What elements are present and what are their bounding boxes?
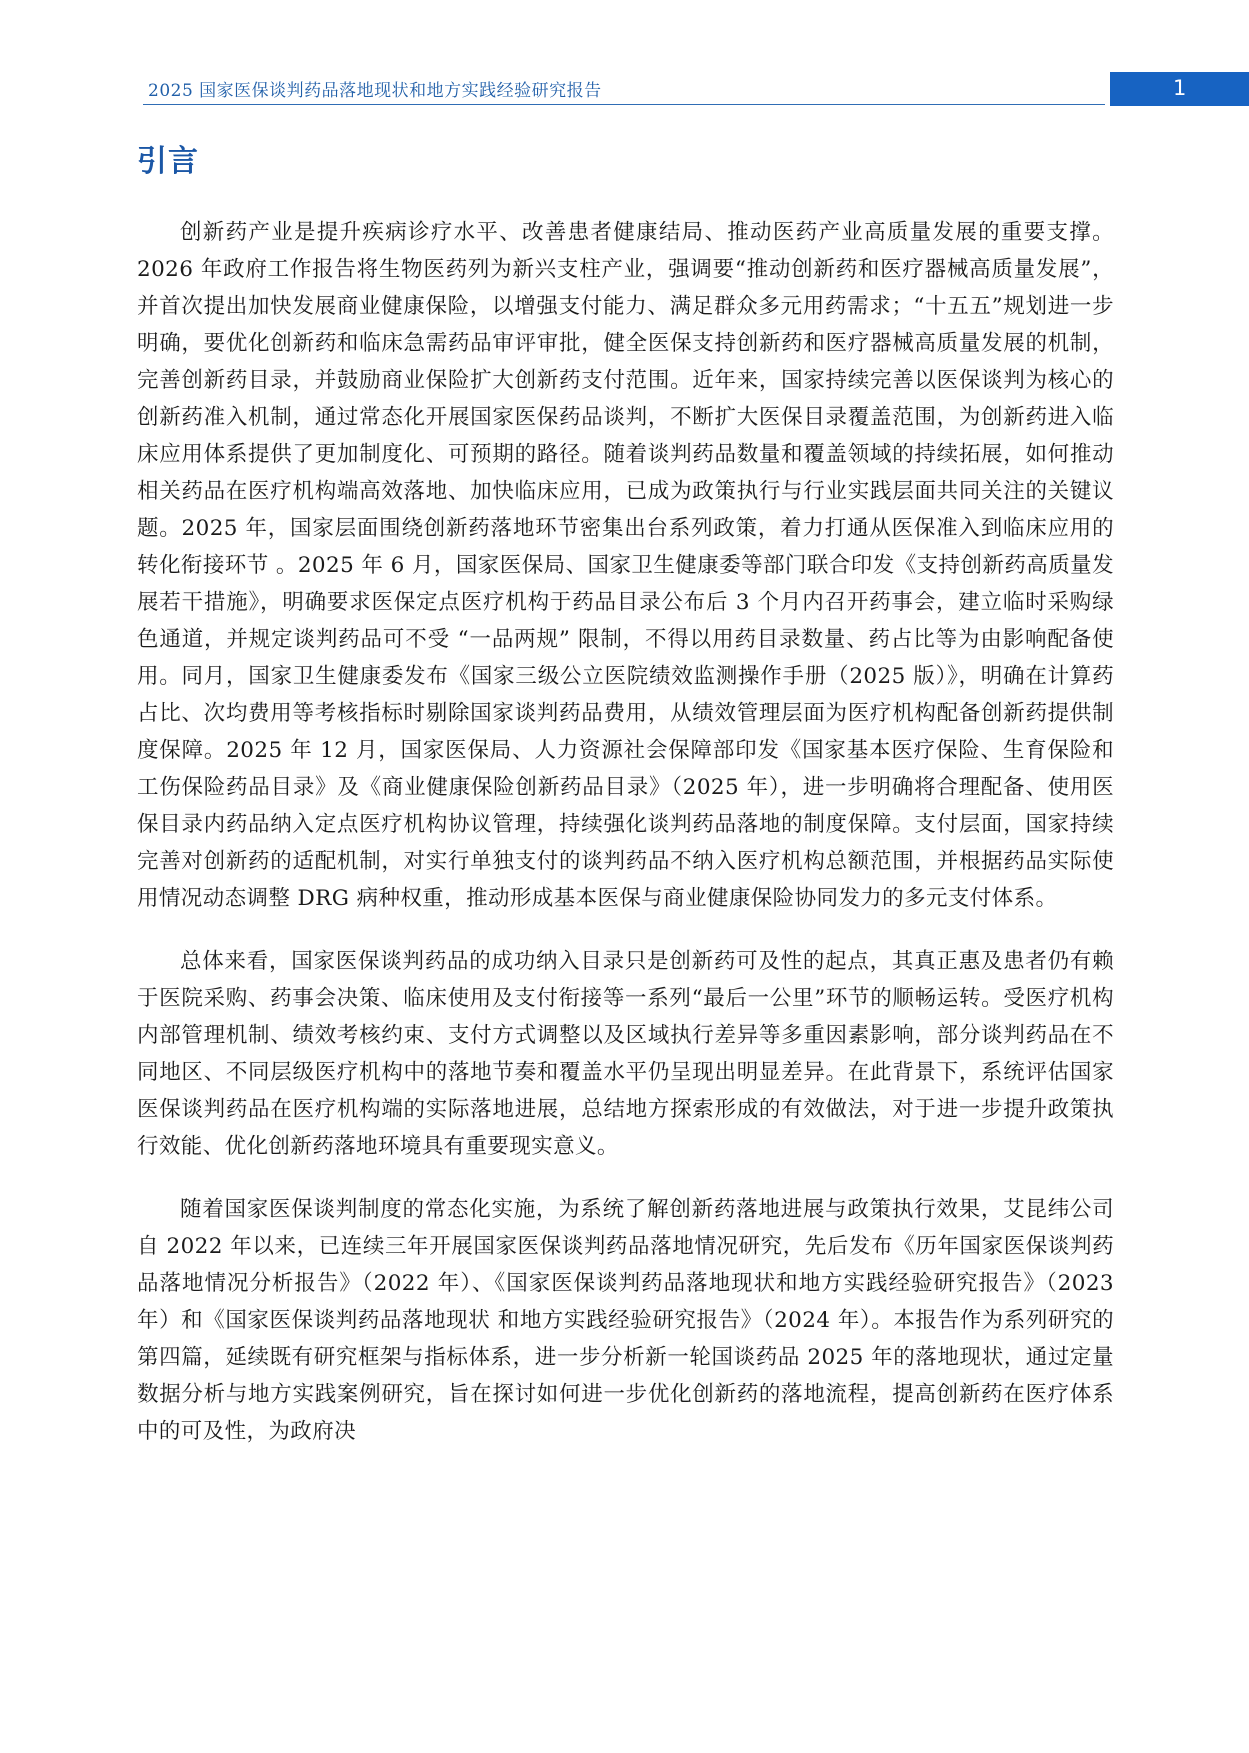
paragraph-2: 总体来看，国家医保谈判药品的成功纳入目录只是创新药可及性的起点，其真正惠及患者仍有赖于医院采购、药事会决策、临床使用及支付衔接等一系列“最后一公里”环节的顺畅运转。受医疗机构内部管理机制、绩效考核约束、支付方式调整以及区域执行差异等多重因素影响，部分谈判药品在不同地区、不同层级医疗机构中的落地节奏和覆盖水平仍呈现出明显差异。在此背景下，系统评估国家医保谈判药品在医疗机构端的实际落地进展，总结地方探索形成的有效做法，对于进一步提升政策执行效能、优化创新药落地环境具有重要现实意义。 [137,949,1114,1159]
report-title: 2025 国家医保谈判药品落地现状和地方实践经验研究报告 [148,81,602,101]
page-number: 1 [1173,76,1187,100]
body-text [137,214,1114,1476]
page-header [0,0,1249,110]
paragraph-1: 创新药产业是提升疾病诊疗水平、改善患者健康结局、推动医药产业高质量发展的重要支撑。2026 年政府工作报告将生物医药列为新兴支柱产业，强调要“推动创新药和医疗器械高质量发展”，并首次提出加快发展商业健康保险，以增强支付能力、满足群众多元用药需求；“十五五”规划进一步明确，要优化创新药和临床急需药品审评审批，健全医保支持创新药和医疗器械高质量发展的机制，完善创新药目录，并鼓励商业保险扩大创新药支付范围。近年来，国家持续完善以医保谈判为核心的创新药准入机制，通过常态化开展国家医保药品谈判，不断扩大医保目录覆盖范围，为创新药进入临床应用体系提供了更加制度化、可预期的路径。随着谈判药品数量和覆盖领域的持续拓展，如何推动相关药品在医疗机构端高效落地、加快临床应用，已成为政策执行与行业实践层面共同关注的关键议题。2025 年，国家层面围绕创新药落地环节密集出台系列政策，着力打通从医保准入到临床应用的转化衔接环节 。2025 年 6 月，国家医保局、国家卫生健康委等部门联合印发《支持创新药高质量发展若干措施》，明确要求医保定点医疗机构于药品目录公布后 3 个月内召开药事会，建立临时采购绿色通道，并规定谈判药品可不受 “一品两规” 限制，不得以用药目录数量、药占比等为由影响配备使用。同月，国家卫生健康委发布《国家三级公立医院绩效监测操作手册（2025 版）》，明确在计算药占比、次均费用等考核指标时剔除国家谈判药品费用，从绩效管理层面为医疗机构配备创新药提供制度保障。2025 年 12 月，国家医保局、人力资源社会保障部印发《国家基本医疗保险、生育保险和工伤保险药品目录》及《商业健康保险创新药品目录》（2025 年），进一步明确将合理配备、使用医保目录内药品纳入定点医疗机构协议管理，持续强化谈判药品落地的制度保障。支付层面，国家持续完善对创新药的适配机制，对实行单独支付的谈判药品不纳入医疗机构总额范围，并根据药品实际使用情况动态调整 DRG 病种权重，推动形成基本医保与商业健康保险协同发力的多元支付体系。 [137,220,1114,911]
header-divider [143,104,1105,105]
paragraph-3: 随着国家医保谈判制度的常态化实施，为系统了解创新药落地进展与政策执行效果，艾昆纬公司自 2022 年以来，已连续三年开展国家医保谈判药品落地情况研究，先后发布《历年国家医保谈判药品落地情况分析报告》（2022 年）、《国家医保谈判药品落地现状和地方实践经验研究报告》（2023 年）和《国家医保谈判药品落地现状 和地方实践经验研究报告》（2024 年）。本报告作为系列研究的第四篇，延续既有研究框架与指标体系，进一步分析新一轮国谈药品 2025 年的落地现状，通过定量数据分析与地方实践案例研究，旨在探讨如何进一步优化创新药的落地流程，提高创新药在医疗体系中的可及性，为政府决 [137,1197,1114,1444]
section-heading: 引言 [137,144,199,179]
